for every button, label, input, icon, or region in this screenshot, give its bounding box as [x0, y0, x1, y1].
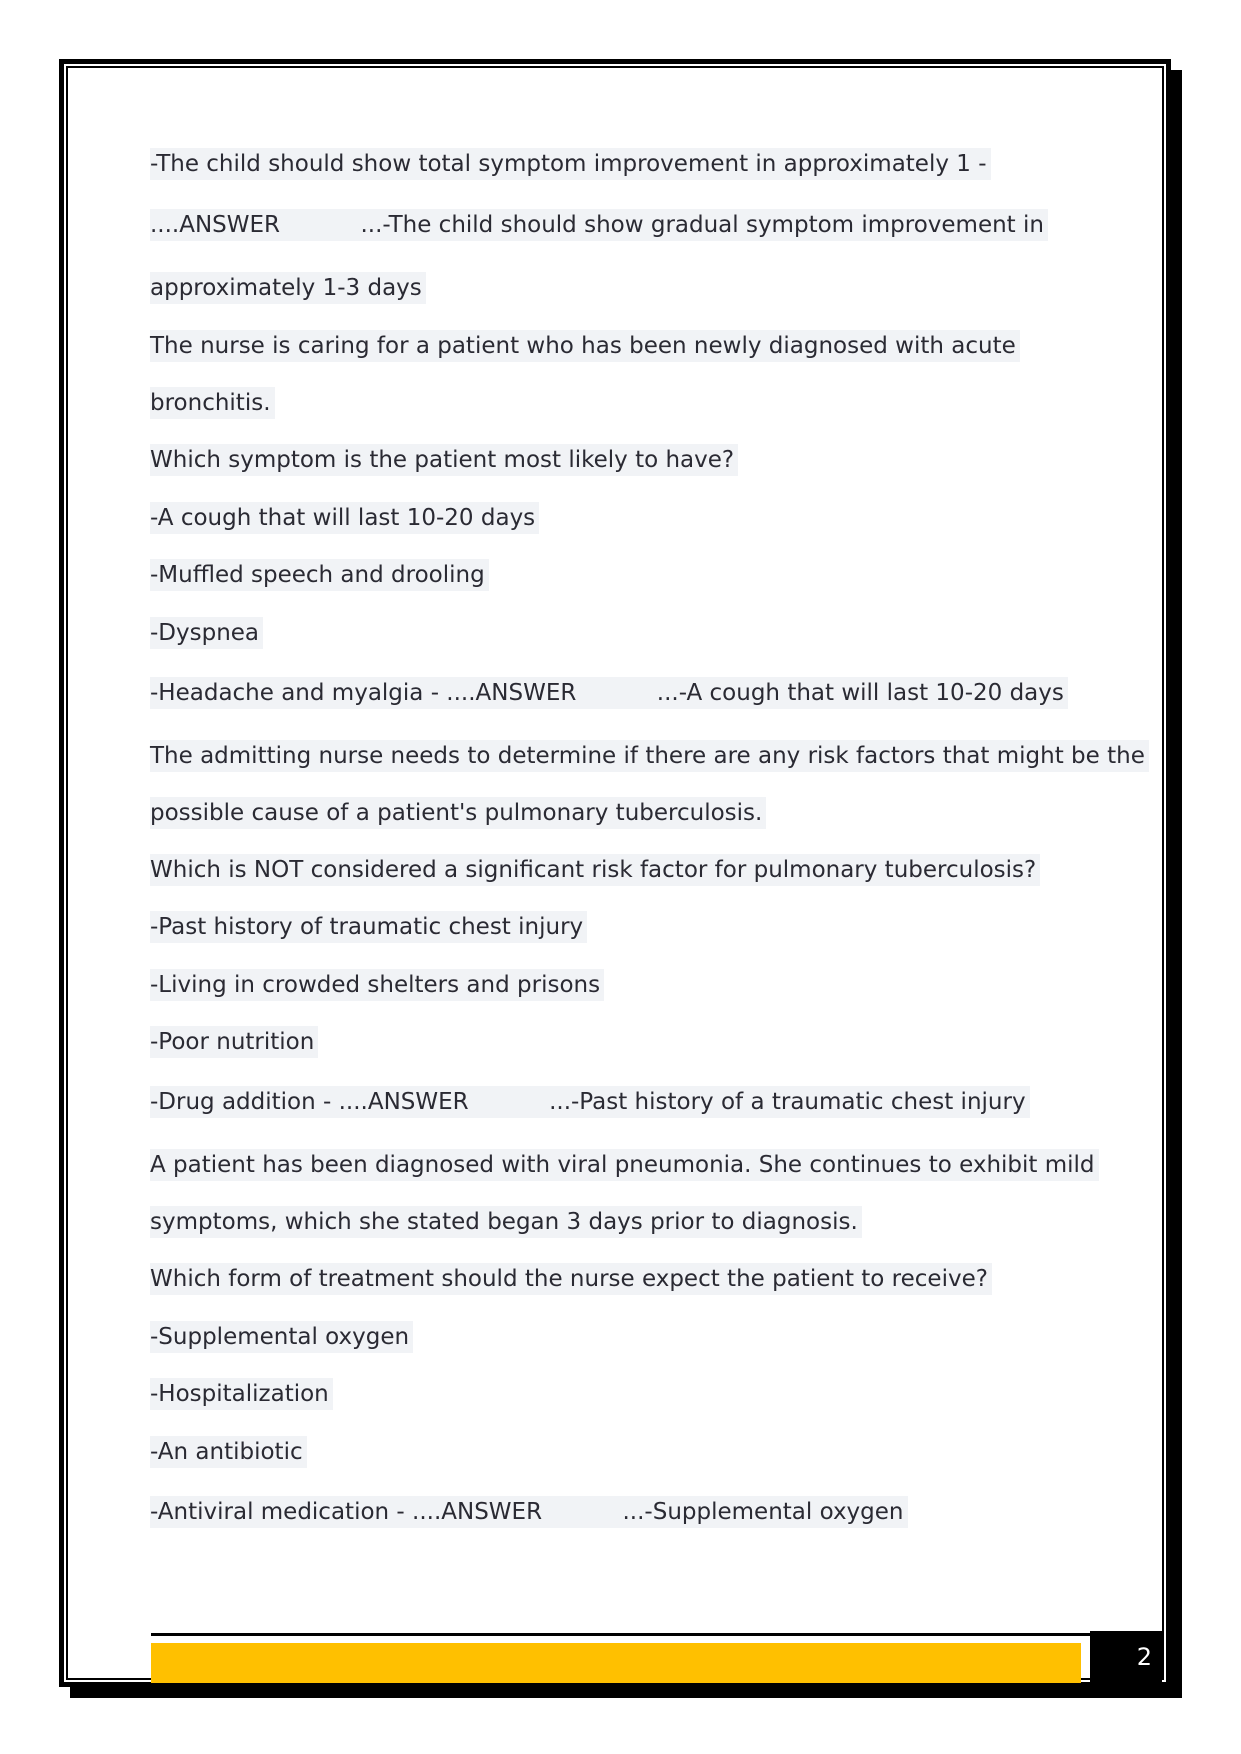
option-line: -Past history of traumatic chest injury — [150, 911, 587, 943]
question-line: Which symptom is the patient most likely to have? — [150, 444, 738, 476]
option-line: -A cough that will last 10-20 days — [150, 502, 539, 534]
footer-rule — [151, 1633, 1090, 1636]
page-number: 2 — [1136, 1643, 1152, 1671]
question-line: The admitting nurse needs to determine if there are any risk factors that might be the — [150, 740, 1149, 772]
option-line: -Hospitalization — [150, 1378, 333, 1410]
option-line: -Poor nutrition — [150, 1026, 318, 1058]
question-line: bronchitis. — [150, 387, 275, 419]
text-line: -The child should show total symptom improvement in approximately 1 - — [150, 148, 991, 180]
question-line: symptoms, which she stated began 3 days prior to diagnosis. — [150, 1206, 862, 1238]
answer-line: ....ANSWER ...-The child should show gradual symptom improvement in — [150, 209, 1048, 241]
question-line: Which form of treatment should the nurse expect the patient to receive? — [150, 1263, 992, 1295]
question-line: A patient has been diagnosed with viral pneumonia. She continues to exhibit mild — [150, 1149, 1099, 1181]
answer-line: -Antiviral medication - ....ANSWER ...-Supplemental oxygen — [150, 1496, 908, 1528]
question-line: possible cause of a patient's pulmonary tuberculosis. — [150, 797, 766, 829]
answer-line: -Drug addition - ....ANSWER ...-Past history of a traumatic chest injury — [150, 1086, 1030, 1118]
option-line: -Dyspnea — [150, 617, 263, 649]
text-line: approximately 1-3 days — [150, 272, 426, 304]
answer-line: -Headache and myalgia - ....ANSWER ...-A cough that will last 10-20 days — [150, 677, 1068, 709]
question-line: The nurse is caring for a patient who has been newly diagnosed with acute — [150, 330, 1020, 362]
question-line: Which is NOT considered a significant risk factor for pulmonary tuberculosis? — [150, 854, 1040, 886]
option-line: -Muffled speech and drooling — [150, 559, 489, 591]
option-line: -An antibiotic — [150, 1436, 307, 1468]
option-line: -Living in crowded shelters and prisons — [150, 969, 604, 1001]
footer-bar — [151, 1643, 1081, 1683]
option-line: -Supplemental oxygen — [150, 1321, 413, 1353]
